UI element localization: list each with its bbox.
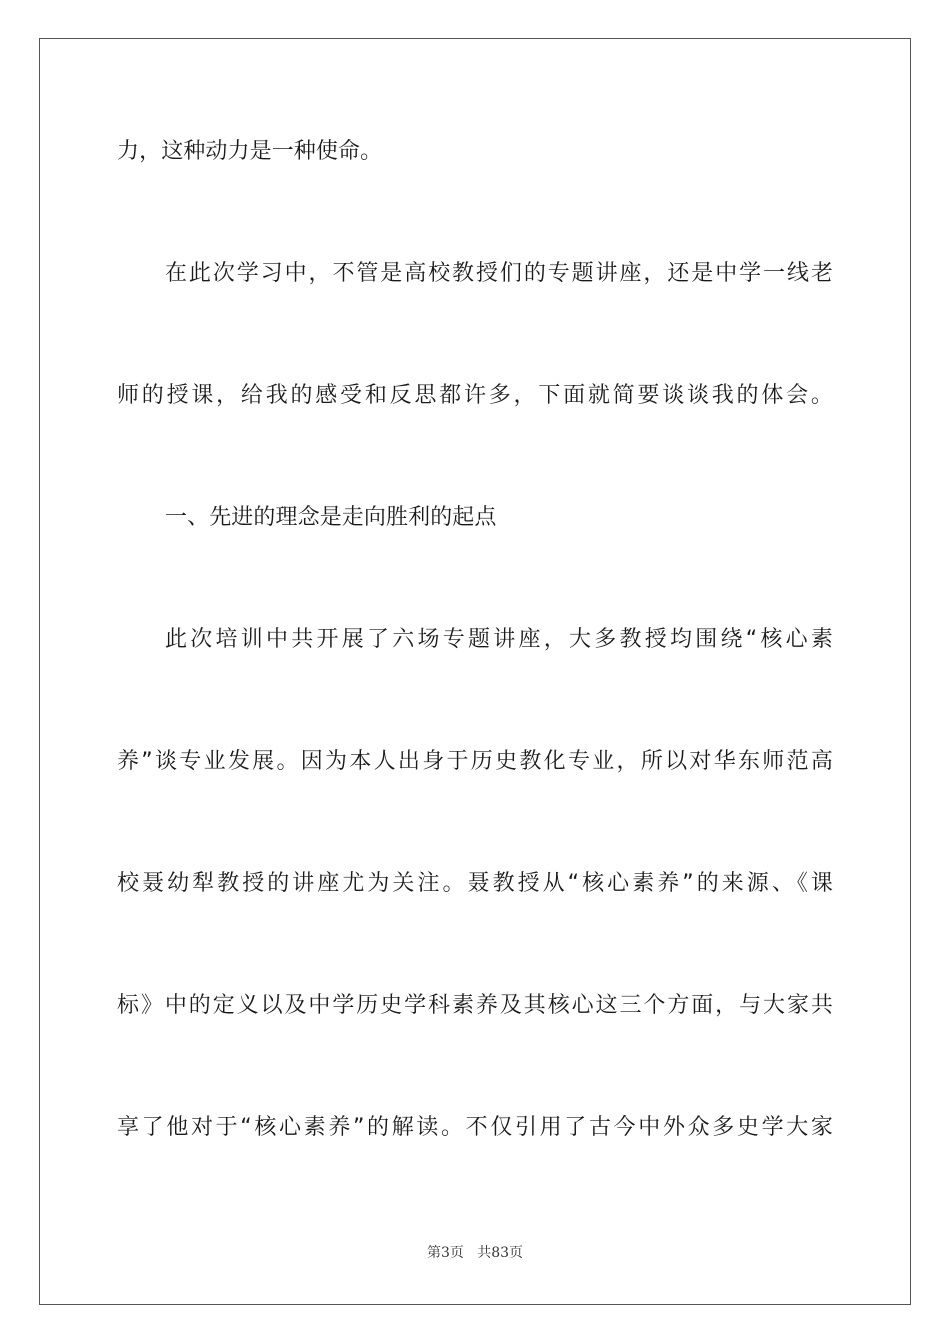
section-heading: 一、先进的理念是走向胜利的起点 xyxy=(165,505,497,530)
paragraph-line: 此次培训中共开展了六场专题讲座，大多教授均围绕“核心素 xyxy=(165,627,833,652)
text-line: 师的授课，给我的感受和反思都许多，下面就简要谈谈我的体会。 xyxy=(117,383,833,408)
text-line: 校聂幼犁教授的讲座尤为关注。聂教授从“核心素养”的来源、《课 xyxy=(117,871,833,896)
text-line: 享了他对于“核心素养”的解读。不仅引用了古今中外众多史学大家 xyxy=(117,1115,833,1140)
text-line: 力，这种动力是一种使命。 xyxy=(117,139,383,164)
paragraph-line: 在此次学习中，不管是高校教授们的专题讲座，还是中学一线老 xyxy=(165,261,833,286)
text-line: 标》中的定义以及中学历史学科素养及其核心这三个方面，与大家共 xyxy=(117,993,833,1018)
page-number-footer: 第3页 共83页 xyxy=(426,1245,524,1261)
text-line: 养”谈专业发展。因为本人出身于历史教化专业，所以对华东师范高 xyxy=(117,749,833,774)
